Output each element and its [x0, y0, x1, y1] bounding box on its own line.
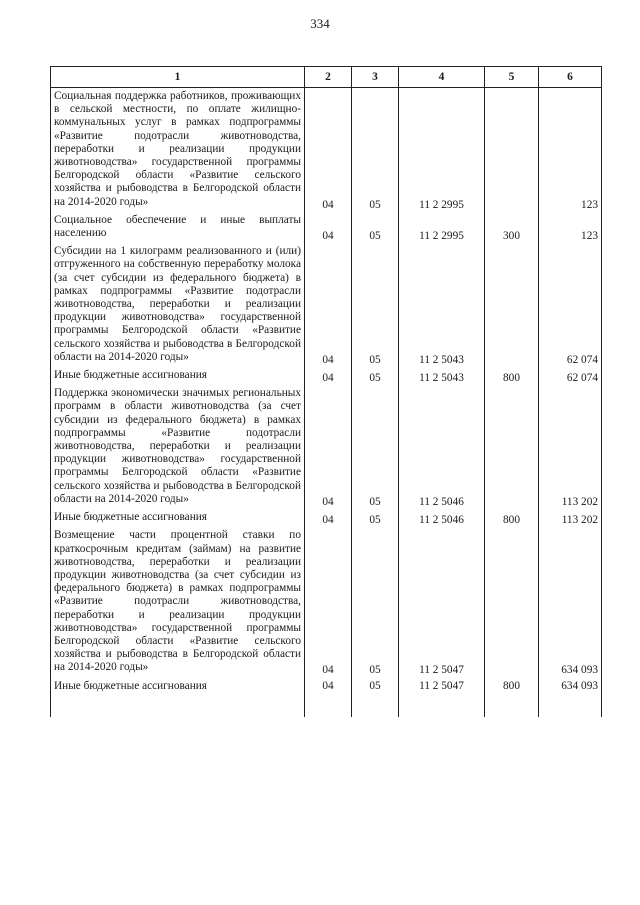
header-row	[51, 67, 602, 88]
page-number: 334	[310, 16, 330, 31]
row-section-code: 04	[305, 367, 352, 385]
row-section-code: 04	[305, 527, 352, 677]
row-subsection-code: 05	[352, 509, 399, 527]
row-description: Иные бюджетные ассигнования	[51, 509, 305, 527]
row-section-code: 04	[305, 509, 352, 527]
row-subsection-code: 05	[352, 678, 399, 717]
row-target-article: 11 2 5043	[399, 367, 485, 385]
header-col-4: 4	[399, 67, 485, 88]
row-target-article: 11 2 5046	[399, 509, 485, 527]
header-col-5: 5	[485, 67, 539, 88]
row-target-article: 11 2 5047	[399, 678, 485, 717]
row-section-code: 04	[305, 212, 352, 243]
row-amount: 634 093	[539, 678, 602, 717]
row-description: Социальное обеспечение и иные выплаты населению	[51, 212, 305, 243]
row-subsection-code: 05	[352, 212, 399, 243]
row-amount: 113 202	[539, 385, 602, 509]
row-target-article: 11 2 2995	[399, 212, 485, 243]
row-description: Социальная поддержка работников, проживающих в сельской местности, по оплате жилищно-коммунальных услуг в рамках подпрограммы «Развитие подотрасли животноводства, переработки и реализации продукции животноводства» государственной программы Белгородской области «Развитие сельского хозяйства и рыбоводства в Белгородской области на 2014-2020 годы»	[51, 88, 305, 212]
row-section-code: 04	[305, 678, 352, 717]
row-section-code: 04	[305, 88, 352, 212]
row-amount: 123	[539, 88, 602, 212]
row-description: Поддержка экономически значимых региональных программ в области животноводства (за счет субсидии из федерального бюджета) в рамках подпрограммы «Развитие подотрасли животноводства, переработки и реализации продукции животноводства» государственной программы Белгородской области «Развитие сельского хозяйства и рыбоводства в Белгородской области на 2014-2020 годы»	[51, 385, 305, 509]
row-description: Иные бюджетные ассигнования	[51, 678, 305, 717]
row-expense-type: 800	[485, 509, 539, 527]
row-amount: 123	[539, 212, 602, 243]
table-row	[51, 678, 602, 717]
row-subsection-code: 05	[352, 88, 399, 212]
row-expense-type: 800	[485, 678, 539, 717]
row-subsection-code: 05	[352, 243, 399, 367]
row-target-article: 11 2 2995	[399, 88, 485, 212]
row-description: Субсидии на 1 килограмм реализованного и (или) отгруженного на собственную переработку молока (за счет субсидии из федерального бюджета) в рамках подпрограммы «Развитие подотрасли животноводства, переработки и реализации продукции животноводства» государственной программы Белгородской области «Развитие сельского хозяйства и рыбоводства в Белгородской области на 2014-2020 годы»	[51, 243, 305, 367]
budget-table	[50, 66, 602, 717]
row-amount: 62 074	[539, 243, 602, 367]
table-row	[51, 385, 602, 509]
row-amount: 634 093	[539, 527, 602, 677]
header-col-2: 2	[305, 67, 352, 88]
row-subsection-code: 05	[352, 527, 399, 677]
row-expense-type: 800	[485, 367, 539, 385]
row-description: Иные бюджетные ассигнования	[51, 367, 305, 385]
table-row	[51, 243, 602, 367]
header-col-3: 3	[352, 67, 399, 88]
header-col-1: 1	[51, 67, 305, 88]
table-row	[51, 367, 602, 385]
row-section-code: 04	[305, 243, 352, 367]
row-subsection-code: 05	[352, 367, 399, 385]
row-target-article: 11 2 5046	[399, 385, 485, 509]
header-col-6: 6	[539, 67, 602, 88]
row-expense-type: 300	[485, 212, 539, 243]
table-row	[51, 212, 602, 243]
row-amount: 113 202	[539, 509, 602, 527]
row-subsection-code: 05	[352, 385, 399, 509]
row-expense-type	[485, 243, 539, 367]
row-expense-type	[485, 385, 539, 509]
table-row	[51, 509, 602, 527]
row-expense-type	[485, 88, 539, 212]
table-row	[51, 527, 602, 677]
row-description: Возмещение части процентной ставки по краткосрочным кредитам (займам) на развитие животноводства, переработки и реализации продукции животноводства (за счет субсидии из федерального бюджета) в рамках подпрограммы «Развитие подотрасли животноводства, переработки и реализации продукции животноводства» государственной программы Белгородской области «Развитие сельского хозяйства и рыбоводства в Белгородской области на 2014-2020 годы»	[51, 527, 305, 677]
row-target-article: 11 2 5047	[399, 527, 485, 677]
row-target-article: 11 2 5043	[399, 243, 485, 367]
row-amount: 62 074	[539, 367, 602, 385]
row-section-code: 04	[305, 385, 352, 509]
table-row	[51, 88, 602, 212]
row-expense-type	[485, 527, 539, 677]
